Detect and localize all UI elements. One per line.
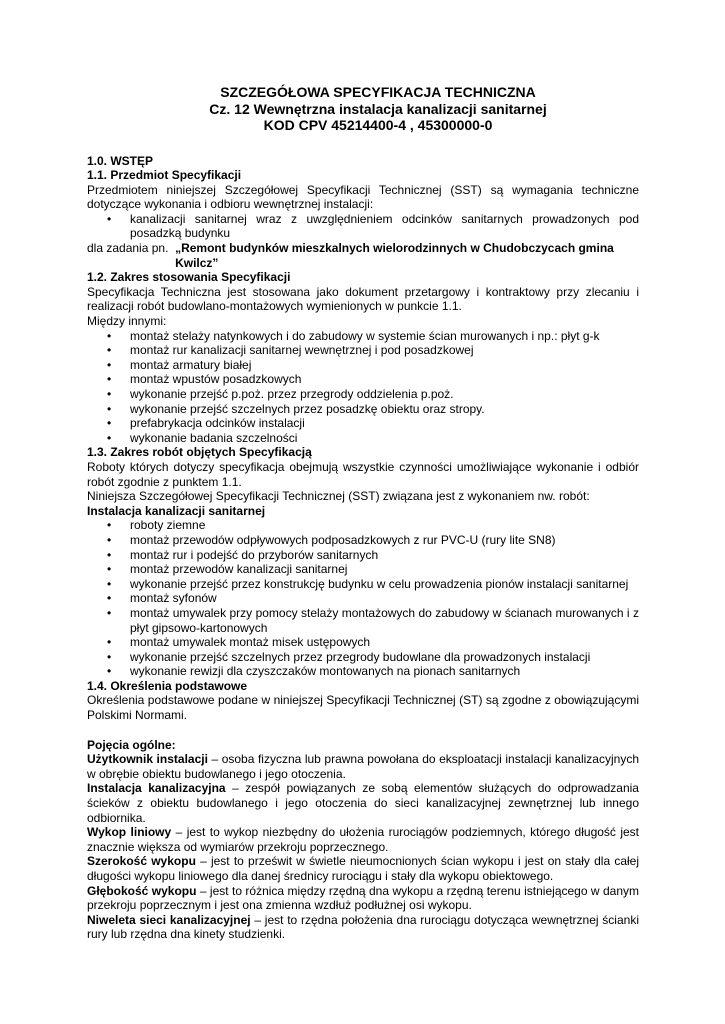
definition [87,913,639,942]
definition-term: Użytkownik instalacji [87,752,208,767]
list-item: • wykonanie badania szczelności [87,431,639,446]
definition [87,781,639,825]
definition-text: – osoba fizyczna lub prawna powołana do eksploatacji instalacji kanalizacyjnych w obrębie obiektu budowlanego i jego otoczenia. [87,752,639,781]
task-name: „Remont budynków mieszkalnych wielorodzinnych w Chudobczycach gmina Kwilcz” [175,241,614,270]
list-item: • roboty ziemne [87,518,639,533]
list-item: • wykonanie przejść szczelnych przez przegrody budowlane dla prowadzonych instalacji [87,650,639,665]
list-item: • prefabrykacja odcinków instalacji [87,416,639,431]
section-1-2-intro: Między innymi: [87,314,167,329]
definitions-heading: Pojęcia ogólne: [87,737,176,752]
definition [87,825,639,854]
doc-title-line2: Cz. 12 Wewnętrzna instalacja kanalizacji sanitarnej [209,100,547,117]
section-1-3-paragraph-2: Niniejsza Szczegółowej Specyfikacji Technicznej (SST) związana jest z wykonaniem nw. robót: [87,489,590,504]
section-1-2-list [87,329,639,446]
definition [87,884,639,913]
task-label: dla zadania pn. [87,241,176,256]
list-item: • montaż rur i podejść do przyborów sanitarnych [87,548,639,563]
definition-term: Głębokość wykopu [87,883,197,898]
definition-text: – jest to wykop niezbędny do ułożenia rurociągów podziemnych, którego długość jest znacznie większa od wymiarów przekroju poprzecznego. [87,825,639,854]
list-item: • montaż stelaży natynkowych i do zabudowy w systemie ścian murowanych i np.: płyt g-k [87,329,639,344]
list-item: • montaż rur kanalizacji sanitarnej wewnętrznej i pod posadzkowej [87,343,639,358]
section-1-4-paragraph: Określenia podstawowe podane w niniejszej Specyfikacji Technicznej (ST) są zgodne z obowiązującymi Polskimi Normami. [87,693,639,723]
document-page [87,84,639,942]
section-1-1-list [87,212,639,241]
section-1-3-paragraph-1: Roboty których dotyczy specyfikacja obejmują wszystkie czynności umożliwiające wykonanie i odbiór robót zgodnie z punktem 1.1. [87,459,639,489]
list-item: • montaż przewodów kanalizacji sanitarnej [87,562,639,577]
definition [87,752,639,781]
list-item: • montaż syfonów [87,591,639,606]
definition-term: Szerokość wykopu [87,854,196,869]
section-1-2-heading: 1.2. Zakres stosowania Specyfikacji [87,270,291,285]
list-item: • montaż umywalek montaż misek ustępowych [87,635,639,650]
list-item: • montaż przewodów odpływowych podposadzkowych z rur PVC-U (rury lite SN8) [87,533,639,548]
definition-text: – jest to prześwit w świetle nieumocnionych ścian wykopu i jest on stały dla całej długości wykopu liniowego dla danej średnicy rurociągu i stały dla wykopu obiektowego. [87,854,639,883]
section-1-2-paragraph: Specyfikacja Techniczna jest stosowana jako dokument przetargowy i kontraktowy przy zlecaniu i realizacji robót budowlano-montażowych wymienionych w punkcie 1.1. [87,284,639,314]
definition-term: Instalacja kanalizacyjna [87,781,226,796]
list-item: • kanalizacji sanitarnej wraz z uwzględnieniem odcinków sanitarnych prowadzonych pod posadzką budynku [87,212,639,241]
section-1-1-paragraph: Przedmiotem niniejszej Szczegółowej Specyfikacji Technicznej (SST) są wymagania techniczne dotyczące wykonania i odbioru wewnętrznej instalacji: [87,182,639,212]
definition-text: – jest to różnica między rzędną dna wykopu a rzędną terenu istniejącego w danym przekroju poprzecznym i jest ona zmienna wzdłuż podłużnej osi wykopu. [87,883,640,913]
list-item: • wykonanie przejść szczelnych przez posadzkę obiektu oraz stropy. [87,402,639,417]
definition-text: – jest to rzędna położenia dna rurociągu dotycząca wewnętrznej ścianki rury lub rzędna dna kinety studzienki. [87,912,639,942]
list-item: • montaż wpustów posadzkowych [87,372,639,387]
section-1-3-subheading: Instalacja kanalizacji sanitarnej [87,503,266,518]
definition [87,854,639,883]
section-1-3-list [87,518,639,679]
doc-title-line1: SZCZEGÓŁOWA SPECYFIKACJA TECHNICZNA [220,84,536,100]
section-1-0-heading: 1.0. WSTĘP [87,153,154,168]
doc-title-line3: KOD CPV 45214400-4 , 45300000-0 [263,117,493,133]
section-1-1-heading: 1.1. Przedmiot Specyfikacji [87,168,242,183]
list-item: • wykonanie przejść p.poż. przez przegrody oddzielenia p.poż. [87,387,639,402]
definition-text: – zespół powiązanych ze sobą elementów służących do odprowadzania ścieków z obiektu budowlanego i jego otoczenia do sieci kanalizacyjnej zewnętrznej lub innego odbiornika. [87,781,639,825]
section-1-3-heading: 1.3. Zakres robót objętych Specyfikacją [87,445,312,460]
definition-term: Wykop liniowy [87,825,172,840]
list-item: • montaż armatury białej [87,358,639,373]
list-item: • wykonanie rewizji dla czyszczaków montowanych na pionach sanitarnych [87,664,639,679]
task-line [87,241,639,270]
list-item: • montaż umywalek przy pomocy stelaży montażowych do zabudowy w ścianach murowanych i z płyt gipsowo-kartonowych [87,606,639,635]
section-1-4-heading: 1.4. Określenia podstawowe [87,678,248,693]
definition-term: Niweleta sieci kanalizacyjnej [87,912,251,927]
list-item: • wykonanie przejść przez konstrukcję budynku w celu prowadzenia pionów instalacji sanitarnej [87,577,639,592]
